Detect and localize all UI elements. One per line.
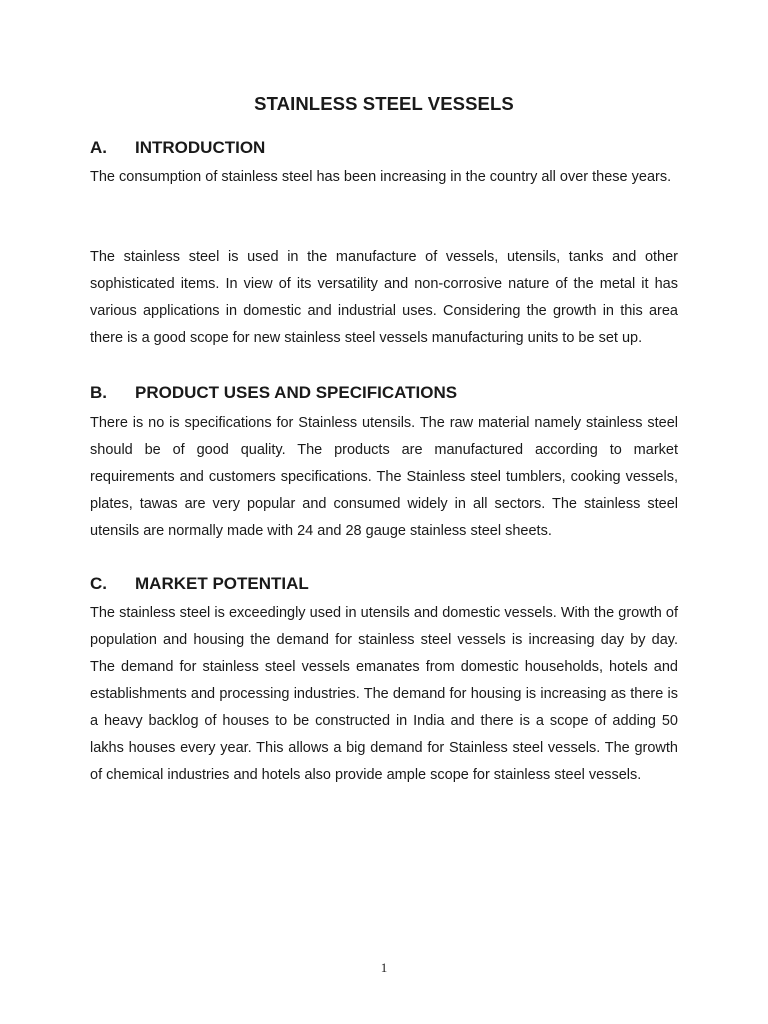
section-letter: B. — [90, 383, 107, 402]
paragraph: The stainless steel is exceedingly used in utensils and domestic vessels. With the growth of population and housing the demand for stainless steel vessels is increasing day by day. The demand for stainless steel vessels emanates from domestic households, hotels and establishments and processing industries. The demand for housing is increasing as there is a heavy backlog of houses to be constructed in India and there is a scope of adding 50 lakhs houses every year. This allows a big demand for Stainless steel vessels. The growth of chemical industries and hotels also provide ample scope for stainless steel vessels. — [90, 605, 678, 783]
section-title: MARKET POTENTIAL — [135, 574, 309, 593]
paragraph: The consumption of stainless steel has been increasing in the country all over these years. — [90, 169, 672, 185]
section-heading-introduction — [90, 138, 265, 158]
paragraph: The stainless steel is used in the manufacture of vessels, utensils, tanks and other sophisticated items. In view of its versatility and non-corrosive nature of the metal it has various applications in domestic and industrial uses. Considering the growth in this area there is a good scope for new stainless steel vessels manufacturing units to be set up. — [90, 249, 678, 346]
section-letter: C. — [90, 574, 107, 593]
section-title: PRODUCT USES AND SPECIFICATIONS — [135, 383, 458, 402]
page-number: 1 — [380, 960, 388, 975]
section-title: INTRODUCTION — [135, 138, 266, 157]
paragraph: There is no is specifications for Stainless utensils. The raw material namely stainless steel should be of good quality. The products are manufactured according to market requirements and customers specifications. The Stainless steel tumblers, cooking vessels, plates, tawas are very popular and consumed widely in all sectors. The stainless steel utensils are normally made with 24 and 28 gauge stainless steel sheets. — [90, 415, 678, 539]
section-heading-market-potential — [90, 574, 309, 594]
section-heading-product-uses — [90, 383, 457, 403]
document-title: STAINLESS STEEL VESSELS — [254, 93, 514, 114]
section-letter: A. — [90, 138, 107, 157]
